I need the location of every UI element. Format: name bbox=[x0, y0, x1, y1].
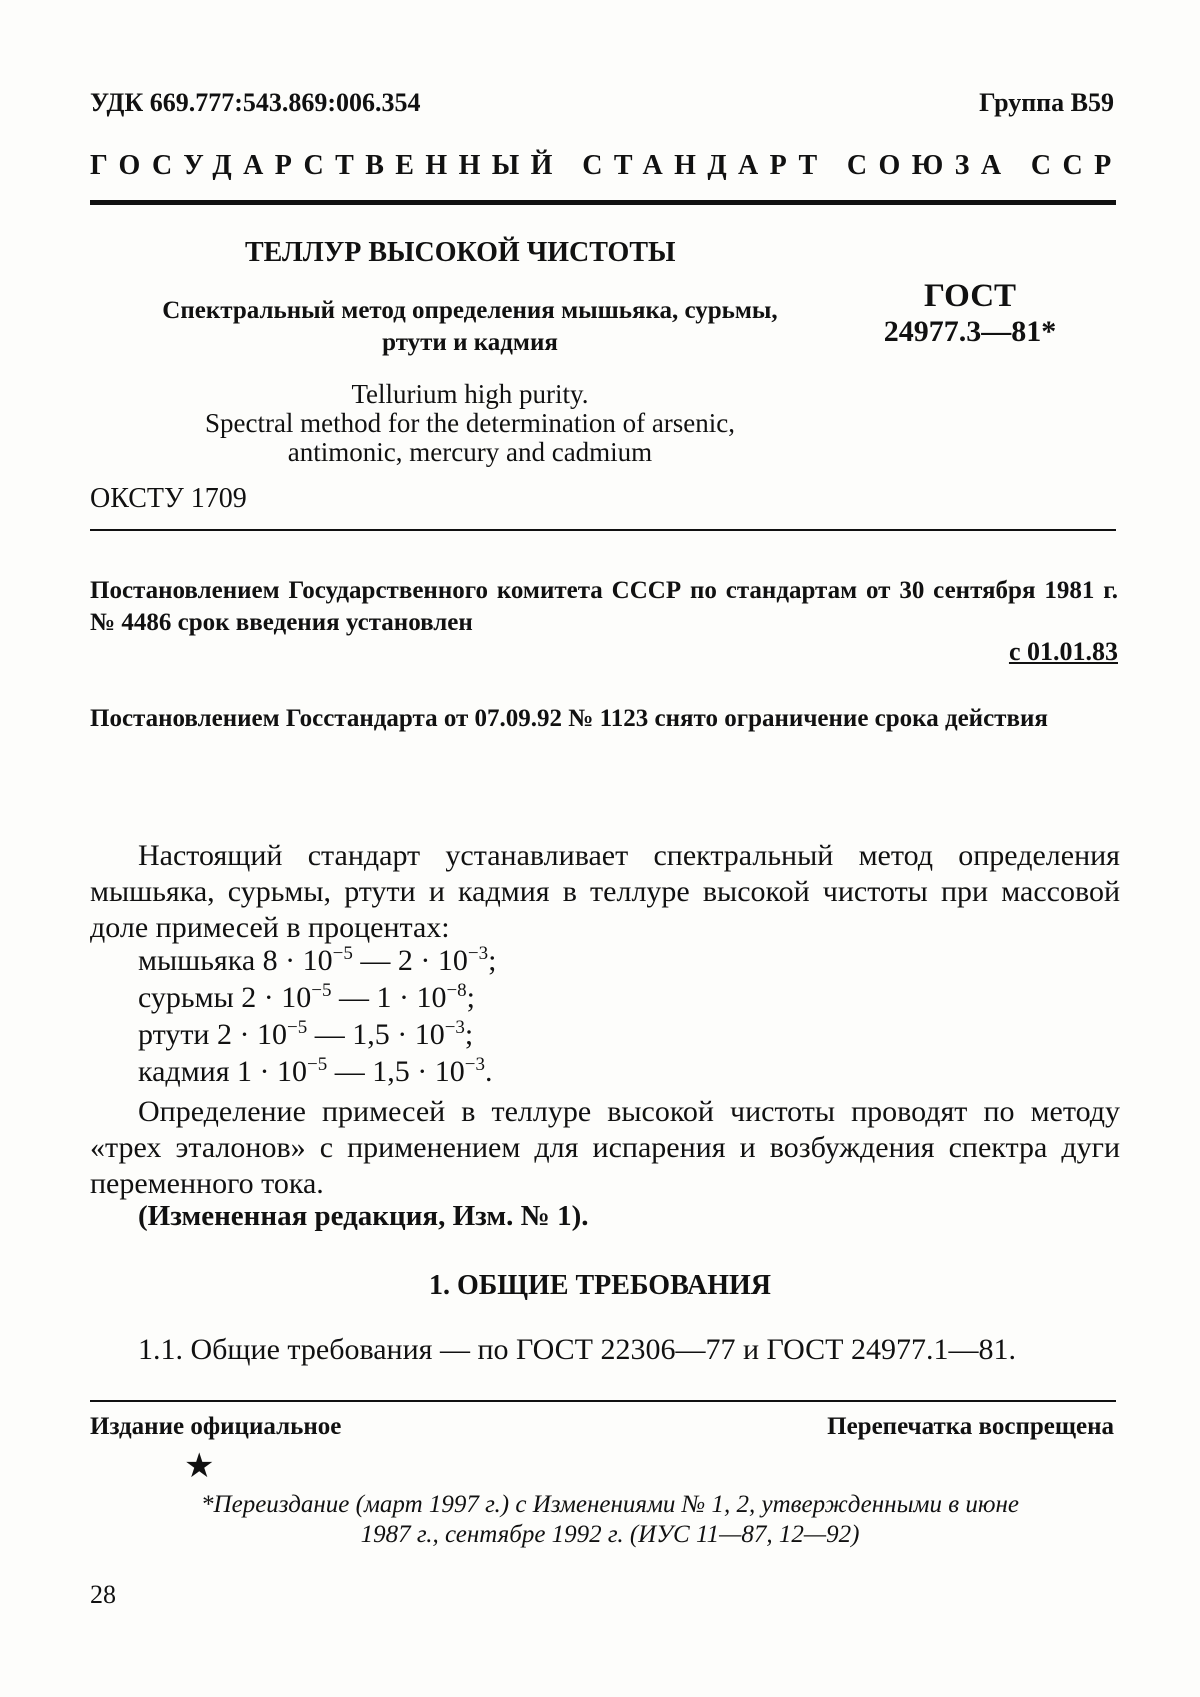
english-title-line: antimonic, mercury and cadmium bbox=[287, 437, 653, 467]
reissue-note bbox=[100, 1490, 1120, 1550]
document-subtitle bbox=[110, 295, 830, 359]
reissue-line: 1987 г., сентябре 1992 г. (ИУС 11—87, 12—92) bbox=[360, 1521, 860, 1548]
page-number: 28 bbox=[90, 1580, 116, 1609]
requirement-item: 1.1. Общие требования — по ГОСТ 22306—77 и ГОСТ 24977.1—81. bbox=[138, 1333, 1016, 1366]
amendment-note: (Измененная редакция, Изм. № 1). bbox=[138, 1200, 589, 1232]
range-mercury: ртути $2 \cdot 10^{-5}$ — $1,5 \cdot 10^{-3}$; bbox=[138, 1017, 474, 1051]
document-title: ТЕЛЛУР ВЫСОКОЙ ЧИСТОТЫ bbox=[245, 237, 676, 268]
reissue-line: *Переиздание (март 1997 г.) с Изменениями № 1, 2, утвержденными в июне bbox=[201, 1491, 1019, 1518]
star-icon: ★ bbox=[184, 1448, 215, 1485]
subtitle-line: ртути и кадмия bbox=[382, 329, 558, 356]
decree-second: Постановлением Госстандарта от 07.09.92 № 1123 снято ограничение срока действия bbox=[90, 705, 1048, 732]
title-divider bbox=[90, 529, 1116, 531]
english-title-line: Tellurium high purity. bbox=[351, 379, 589, 409]
oksty-code: ОКСТУ 1709 bbox=[90, 483, 247, 514]
decree-first: Постановлением Государственного комитета СССР по стандартам от 30 сентября 1981 г. № 4486 срок введения установлен bbox=[90, 577, 1118, 636]
header-divider bbox=[90, 200, 1116, 205]
group-code: Группа В59 bbox=[979, 88, 1114, 117]
intro-paragraph: Настоящий стандарт устанавливает спектральный метод определения мышьяка, сурьмы, ртути и кадмия в теллуре высокой чистоты при массовой доле примесей в процентах: bbox=[90, 839, 1120, 944]
english-title bbox=[110, 380, 830, 467]
state-standard-heading: ГОСУДАРСТВЕННЫЙ СТАНДАРТ СОЮЗА ССР bbox=[90, 150, 1123, 181]
range-antimony: сурьмы $2 \cdot 10^{-5}$ — $1 \cdot 10^{-8}$; bbox=[138, 980, 476, 1014]
udk-code: УДК 669.777:543.869:006.354 bbox=[90, 88, 421, 117]
section-heading: 1. ОБЩИЕ ТРЕБОВАНИЯ bbox=[429, 1270, 771, 1301]
gost-label: ГОСТ bbox=[923, 278, 1017, 314]
gost-number: 24977.3—81* bbox=[883, 315, 1057, 348]
english-title-line: Spectral method for the determination of arsenic, bbox=[204, 408, 736, 438]
range-arsenic: мышьяка $8 \cdot 10^{-5}$ — $2 \cdot 10^{-3}$; bbox=[138, 943, 497, 977]
effective-date: с 01.01.83 bbox=[1008, 637, 1118, 666]
footer-divider bbox=[90, 1400, 1116, 1402]
official-edition: Издание официальное bbox=[90, 1413, 342, 1440]
reprint-prohibited: Перепечатка воспрещена bbox=[827, 1413, 1114, 1440]
subtitle-line: Спектральный метод определения мышьяка, сурьмы, bbox=[162, 297, 778, 324]
range-cadmium: кадмия $1 \cdot 10^{-5}$ — $1,5 \cdot 10^{-3}$. bbox=[138, 1054, 493, 1088]
method-paragraph: Определение примесей в теллуре высокой чистоты проводят по методу «трех эталонов» с применением для испарения и возбуждения спектра дуги переменного тока. bbox=[90, 1095, 1120, 1200]
